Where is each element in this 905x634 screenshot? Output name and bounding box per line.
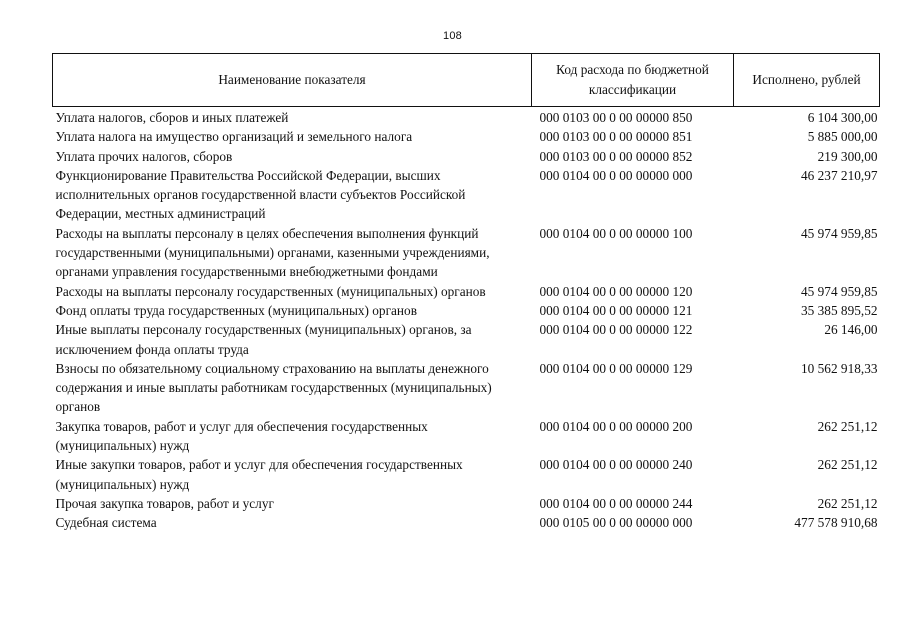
row-name: Закупка товаров, работ и услуг для обеспечения государственных (муниципальных) нужд [55, 418, 428, 454]
row-amount: 5 885 000,00 [807, 129, 878, 145]
header-executed-amount: Исполнено, рублей [734, 54, 880, 107]
table-row [53, 224, 880, 282]
row-amount: 45 974 959,85 [801, 225, 878, 241]
row-name: Иные выплаты персоналу государственных (муниципальных) органов, за исключением фонда оплаты труда [55, 322, 472, 357]
row-name: Расходы на выплаты персоналу государственных (муниципальных) органов [55, 283, 486, 299]
row-amount: 26 146,00 [824, 322, 878, 338]
row-amount: 262 251,12 [817, 457, 878, 473]
table-row [53, 147, 880, 166]
row-amount: 10 562 918,33 [801, 360, 878, 376]
row-code: 000 0104 00 0 00 00000 200 [539, 418, 693, 434]
row-amount: 262 251,12 [817, 495, 878, 511]
row-name: Судебная система [55, 515, 157, 531]
row-amount: 477 578 910,68 [794, 515, 878, 531]
header-indicator-name: Наименование показателя [53, 54, 532, 107]
table-row [53, 513, 880, 532]
row-code: 000 0104 00 0 00 00000 122 [539, 322, 693, 338]
row-code: 000 0104 00 0 00 00000 244 [539, 495, 693, 511]
row-code: 000 0103 00 0 00 00000 851 [539, 129, 693, 145]
row-name: Фонд оплаты труда государственных (муниципальных) органов [55, 302, 417, 318]
row-code: 000 0104 00 0 00 00000 120 [539, 283, 693, 299]
row-name: Расходы на выплаты персоналу в целях обеспечения выполнения функций государственными (муниципальными) органами, казенными учреждениями, органами управления государственными внебюджетными фондами [55, 225, 490, 280]
table-row [53, 166, 880, 224]
row-name: Функционирование Правительства Российской Федерации, высших исполнительных органов государственной власти субъектов Российской Федерации, местных администраций [55, 167, 466, 222]
row-code: 000 0103 00 0 00 00000 850 [539, 110, 693, 125]
row-code: 000 0105 00 0 00 00000 000 [539, 515, 693, 531]
row-code: 000 0104 00 0 00 00000 000 [539, 167, 693, 183]
table-row [53, 301, 880, 320]
row-name: Взносы по обязательному социальному страхованию на выплаты денежного содержания и иные выплаты работникам государственных (муниципальных) органов [55, 360, 492, 415]
row-amount: 35 385 895,52 [801, 302, 878, 318]
table-row [53, 359, 880, 417]
table-header-row [53, 54, 880, 107]
row-name: Уплата налогов, сборов и иных платежей [55, 110, 289, 125]
table-row [53, 417, 880, 456]
row-amount: 219 300,00 [817, 148, 878, 164]
header-budget-code: Код расхода по бюджетной классификации [532, 54, 734, 107]
row-name: Иные закупки товаров, работ и услуг для обеспечения государственных (муниципальных) нужд [55, 457, 463, 492]
row-name: Уплата налога на имущество организаций и земельного налога [55, 129, 413, 145]
budget-execution-table [52, 53, 880, 533]
table-row [53, 127, 880, 146]
table-row [53, 455, 880, 494]
row-code: 000 0103 00 0 00 00000 852 [539, 148, 693, 164]
table-row [53, 282, 880, 301]
table-row [53, 320, 880, 359]
table-row [53, 107, 880, 128]
row-code: 000 0104 00 0 00 00000 100 [539, 225, 693, 241]
page-number: 108 [443, 30, 462, 42]
row-name: Прочая закупка товаров, работ и услуг [55, 495, 274, 511]
row-code: 000 0104 00 0 00 00000 240 [539, 457, 693, 473]
row-amount: 6 104 300,00 [807, 110, 878, 125]
table-row [53, 494, 880, 513]
row-name: Уплата прочих налогов, сборов [55, 148, 233, 164]
row-amount: 46 237 210,97 [801, 167, 878, 183]
row-code: 000 0104 00 0 00 00000 121 [539, 302, 693, 318]
row-amount: 262 251,12 [817, 418, 878, 434]
row-code: 000 0104 00 0 00 00000 129 [539, 360, 693, 376]
row-amount: 45 974 959,85 [801, 283, 878, 299]
